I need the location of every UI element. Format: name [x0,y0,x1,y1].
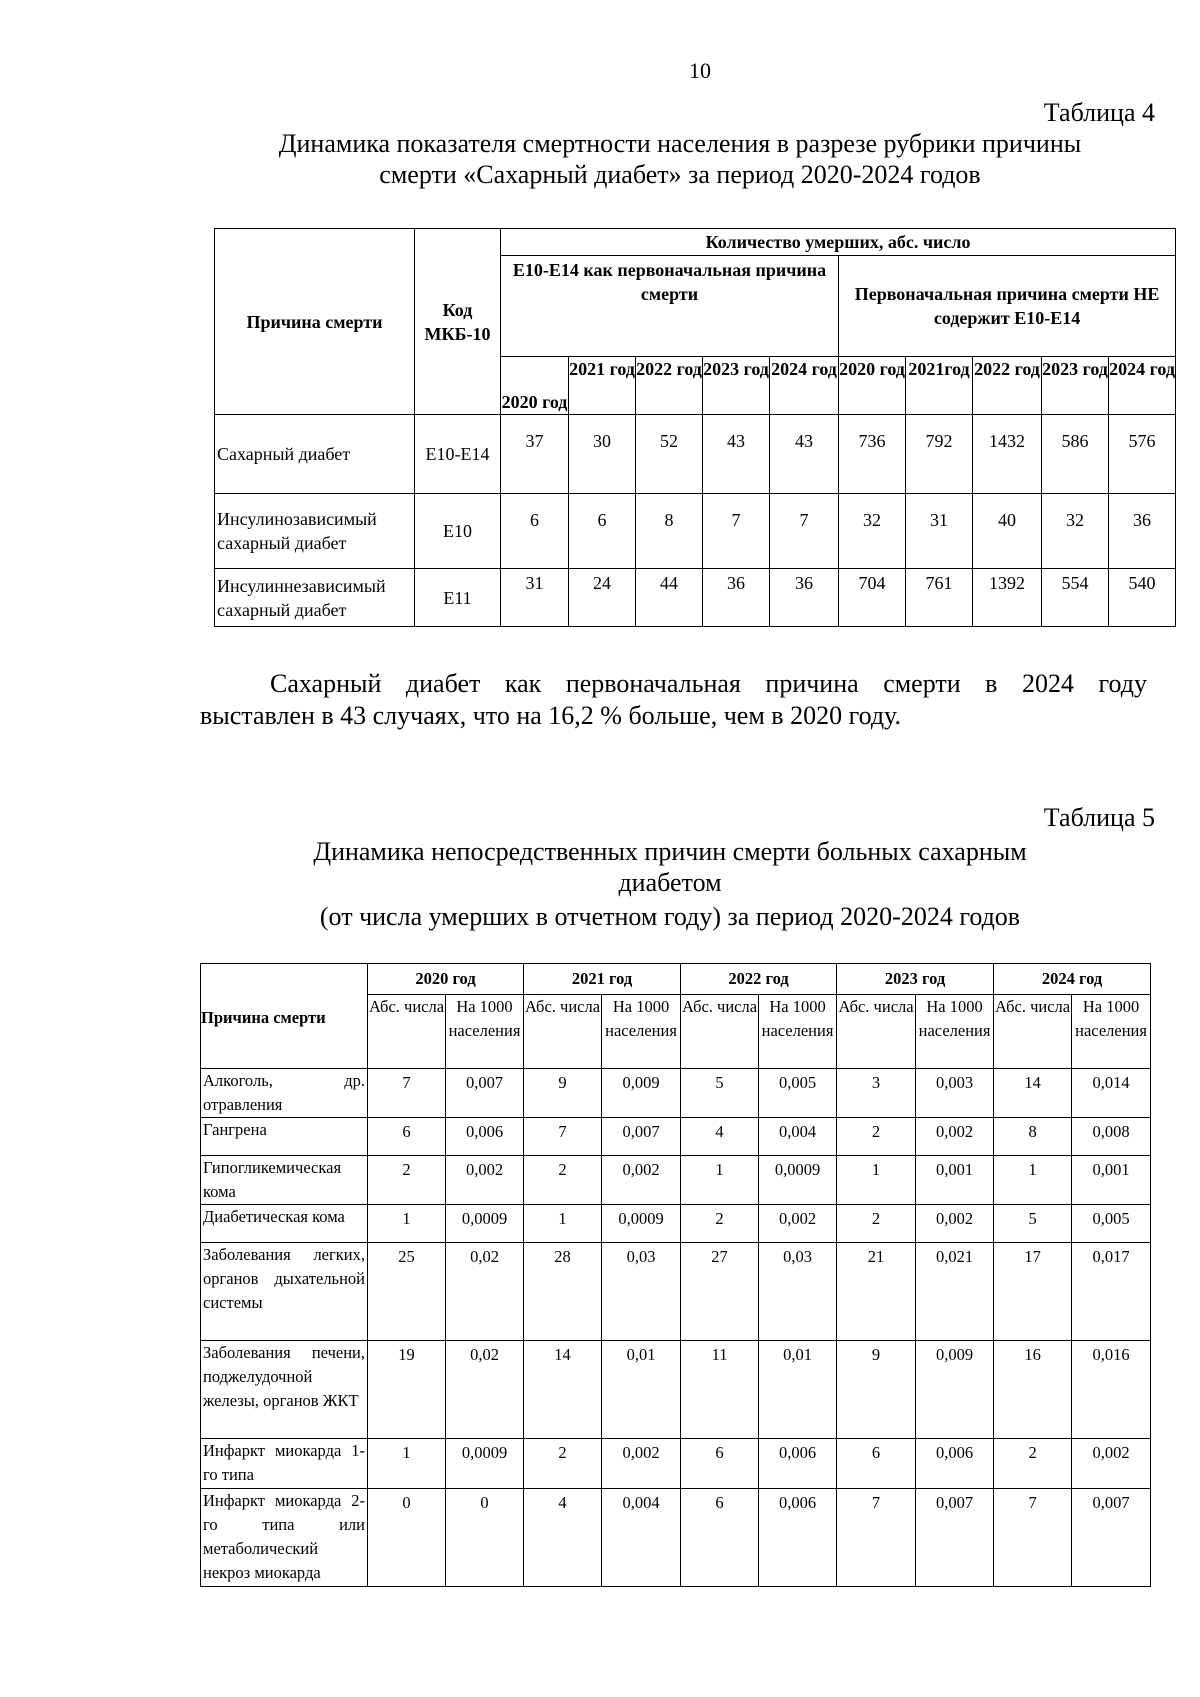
table5-title-line1: Динамика непосредственных причин смерти больных сахарным [313,837,1027,866]
table5-cell: 27 [681,1243,759,1341]
table5-title-line3: (от числа умерших в отчетном году) за период 2020-2024 годов [319,902,1021,931]
table4-cell: 37 [501,415,569,494]
table-row [201,1118,1151,1156]
table4-title [180,128,1180,190]
table5-cause-cell: Инфаркт миокарда 1-го типа [201,1439,368,1489]
table4-code-cell: E10 [415,494,501,569]
table5-cell: 0,009 [916,1341,994,1439]
table5-cause-cell: Гангрена [201,1118,368,1156]
table4-cell: 43 [703,415,770,494]
table5-cell: 0 [368,1489,446,1587]
table5-cell: 0,0009 [759,1156,837,1205]
table5-year-header: 2020 год [368,964,524,995]
table5-title [200,836,1140,932]
table4-year-header: 2022 год [636,357,703,415]
table4-year-header: 2020 год [501,357,569,415]
table5-cell: 0,005 [1072,1205,1151,1243]
table-row [201,1205,1151,1243]
table5-cell: 11 [681,1341,759,1439]
table5-cell: 0,002 [446,1156,524,1205]
table4-cell: 576 [1109,415,1176,494]
table4-cell: 1392 [973,569,1042,627]
summary-paragraph [200,668,1147,732]
table5-cell: 1 [368,1205,446,1243]
table4-cell: 540 [1109,569,1176,627]
table5-cell: 0,009 [602,1069,681,1118]
table5-cell: 0,008 [1072,1118,1151,1156]
table5-title-line2: диабетом [618,868,722,897]
table5-cell: 0,001 [916,1156,994,1205]
table5-cause-cell: Алкоголь, др. отравления [201,1069,368,1118]
table5-sub-rate: На 1000 населения [602,995,681,1069]
table4-cell: 1432 [973,415,1042,494]
table5-cell: 0,02 [446,1341,524,1439]
table5-cell: 0,006 [916,1439,994,1489]
table5-sub-rate: На 1000 населения [1072,995,1151,1069]
table5-cell: 3 [837,1069,916,1118]
table5-cell: 16 [994,1341,1072,1439]
table-row [201,1156,1151,1205]
table5-cause-cell: Заболевания легких, органов дыхательной системы [201,1243,368,1341]
page-number: 10 [689,58,711,83]
table5-cell: 21 [837,1243,916,1341]
summary-line2: выставлен в 43 случаях, что на 16,2 % больше, чем в 2020 году. [200,701,901,730]
table-row [201,1341,1151,1439]
table5-cell: 0,004 [602,1489,681,1587]
table5-cell: 2 [837,1205,916,1243]
table5-cell: 0,0009 [446,1205,524,1243]
table5-year-header: 2021 год [524,964,681,995]
table-row [201,1069,1151,1118]
table4-cell: 31 [906,494,973,569]
table5-cell: 0,003 [916,1069,994,1118]
table5-cell: 1 [524,1205,602,1243]
table4-label: Таблица 4 [1043,98,1155,127]
table4-cell: 36 [703,569,770,627]
summary-line1: Сахарный диабет как первоначальная причина смерти в 2024 году [270,669,1147,698]
table4-code-cell: E11 [415,569,501,627]
table5-cell: 0,02 [446,1243,524,1341]
table-row [215,569,1176,627]
table4 [214,228,1176,627]
table5-cell: 0,0009 [446,1439,524,1489]
table5-cell: 8 [994,1118,1072,1156]
table4-year-header: 2024 год [1109,357,1176,415]
table5-sub-abs: Абс. числа [368,995,446,1069]
table4-header-group2: Первоначальная причина смерти НЕ содержит E10-E14 [839,256,1176,357]
table5-cell: 17 [994,1243,1072,1341]
table5-cell: 0,007 [916,1489,994,1587]
table5-cell: 2 [524,1439,602,1489]
table5-cause-cell: Инфаркт миокарда 2-го типа или метаболический некроз миокарда [201,1489,368,1587]
table5-cell: 0,002 [916,1205,994,1243]
table5-cell: 0,006 [759,1439,837,1489]
table4-cell: 8 [636,494,703,569]
table5-cell: 0,03 [759,1243,837,1341]
table4-header-deaths: Количество умерших, абс. число [501,229,1176,256]
table5-cell: 0,007 [446,1069,524,1118]
table-row [201,1243,1151,1341]
table4-cell: 36 [770,569,839,627]
table5-cell: 2 [524,1156,602,1205]
table5-cell: 0,002 [1072,1439,1151,1489]
table4-title-line2: смерти «Сахарный диабет» за период 2020-2024 годов [379,160,981,189]
table5-cell: 0,007 [1072,1489,1151,1587]
table5-cell: 7 [524,1118,602,1156]
table5-year-header: 2023 год [837,964,994,995]
table4-year-header: 2023 год [1042,357,1109,415]
table4-year-header: 2020 год [839,357,906,415]
table4-cell: 40 [973,494,1042,569]
table5-cell: 0,014 [1072,1069,1151,1118]
table5-sub-rate: На 1000 населения [446,995,524,1069]
table5-header-cause: Причина смерти [201,964,368,1069]
table5-cell: 7 [994,1489,1072,1587]
table5-year-header: 2024 год [994,964,1151,995]
table4-cell: 586 [1042,415,1109,494]
table5-cell: 0,005 [759,1069,837,1118]
table-row [201,1489,1151,1587]
table4-cause-cell: Инсулинозависимый сахарный диабет [215,494,415,569]
table4-cell: 31 [501,569,569,627]
table5-cause-cell: Гипогликемическая кома [201,1156,368,1205]
table4-cell: 792 [906,415,973,494]
table4-cell: 30 [569,415,636,494]
table4-cell: 52 [636,415,703,494]
table5-cell: 6 [368,1118,446,1156]
table5-cell: 0,01 [759,1341,837,1439]
table4-cell: 7 [770,494,839,569]
table4-cell: 32 [839,494,906,569]
table4-title-line1: Динамика показателя смертности населения в разрезе рубрики причины [278,129,1082,158]
table5-cell: 0,006 [759,1489,837,1587]
table5-cell: 14 [994,1069,1072,1118]
table5-cell: 0,01 [602,1341,681,1439]
table4-year-header: 2023 год [703,357,770,415]
table4-header-group1: E10-E14 как первоначальная причина смерти [501,256,839,357]
table5-cell: 1 [837,1156,916,1205]
table5-cell: 6 [681,1439,759,1489]
table4-cell: 6 [501,494,569,569]
table5-cell: 2 [837,1118,916,1156]
table4-cause-cell: Сахарный диабет [215,415,415,494]
table4-cell: 36 [1109,494,1176,569]
table5-cell: 19 [368,1341,446,1439]
table5-cell: 0,016 [1072,1341,1151,1439]
table4-cause-cell: Инсулиннезависимый сахарный диабет [215,569,415,627]
table5-label: Таблица 5 [1043,803,1155,832]
table5-cell: 7 [837,1489,916,1587]
table5 [200,963,1151,1587]
table5-cell: 0,017 [1072,1243,1151,1341]
table4-header-cause: Причина смерти [215,229,415,415]
table5-cell: 6 [681,1489,759,1587]
table5-cell: 0,002 [759,1205,837,1243]
table4-year-header: 2021 год [569,357,636,415]
table5-cell: 0,021 [916,1243,994,1341]
table5-cell: 1 [994,1156,1072,1205]
table5-cell: 0,001 [1072,1156,1151,1205]
table5-cell: 0,002 [602,1439,681,1489]
table5-sub-abs: Абс. числа [994,995,1072,1069]
table4-cell: 6 [569,494,636,569]
table4-cell: 44 [636,569,703,627]
table5-year-header: 2022 год [681,964,837,995]
table5-cell: 4 [681,1118,759,1156]
table4-code-cell: E10-E14 [415,415,501,494]
table5-cell: 2 [681,1205,759,1243]
table-row [201,1439,1151,1489]
table5-cell: 0,004 [759,1118,837,1156]
table5-cell: 28 [524,1243,602,1341]
table5-cell: 0 [446,1489,524,1587]
table-row [215,494,1176,569]
table5-cell: 6 [837,1439,916,1489]
table5-cell: 0,03 [602,1243,681,1341]
table4-cell: 704 [839,569,906,627]
table5-sub-rate: На 1000 населения [916,995,994,1069]
table4-header-code: Код МКБ-10 [415,229,501,415]
table5-cell: 2 [994,1439,1072,1489]
table4-cell: 761 [906,569,973,627]
table5-cell: 0,0009 [602,1205,681,1243]
table5-cell: 7 [368,1069,446,1118]
table5-cell: 1 [681,1156,759,1205]
table4-cell: 43 [770,415,839,494]
table4-year-header: 2022 год [973,357,1042,415]
table5-cell: 5 [681,1069,759,1118]
table5-cell: 0,006 [446,1118,524,1156]
table4-cell: 736 [839,415,906,494]
table5-sub-abs: Абс. числа [681,995,759,1069]
table5-cell: 0,002 [602,1156,681,1205]
table5-cell: 5 [994,1205,1072,1243]
table5-sub-rate: На 1000 населения [759,995,837,1069]
table5-cause-cell: Заболевания печени, поджелудочной железы, органов ЖКТ [201,1341,368,1439]
table5-cell: 0,007 [602,1118,681,1156]
table-row [215,415,1176,494]
table5-cell: 2 [368,1156,446,1205]
table4-year-header: 2024 год [770,357,839,415]
table4-cell: 7 [703,494,770,569]
table5-sub-abs: Абс. числа [837,995,916,1069]
table5-cell: 9 [524,1069,602,1118]
table4-cell: 24 [569,569,636,627]
table5-cell: 25 [368,1243,446,1341]
table5-sub-abs: Абс. числа [524,995,602,1069]
table5-cause-cell: Диабетическая кома [201,1205,368,1243]
table5-cell: 9 [837,1341,916,1439]
table5-cell: 14 [524,1341,602,1439]
table4-cell: 554 [1042,569,1109,627]
table4-cell: 32 [1042,494,1109,569]
table5-cell: 4 [524,1489,602,1587]
table4-year-header: 2021год [906,357,973,415]
table5-cell: 1 [368,1439,446,1489]
table5-cell: 0,002 [916,1118,994,1156]
